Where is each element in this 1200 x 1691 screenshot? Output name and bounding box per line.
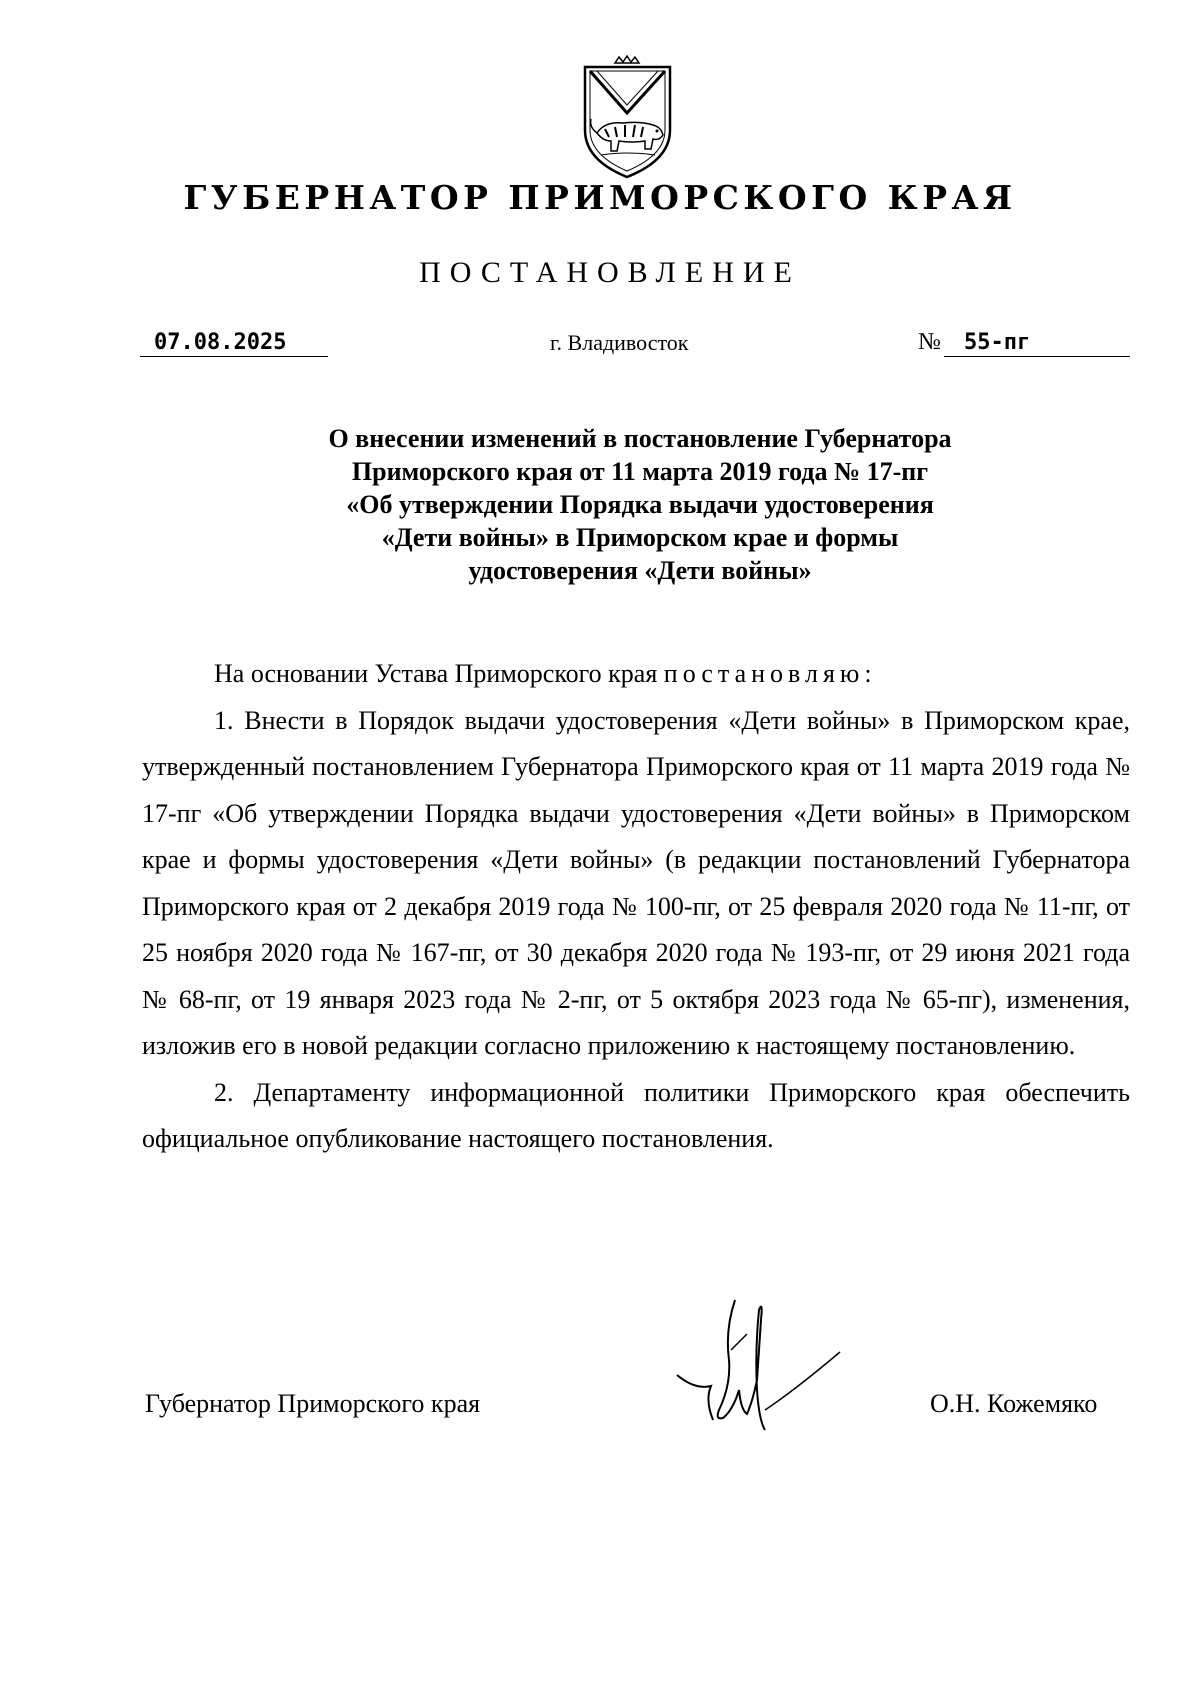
document-number-label: № (918, 329, 941, 355)
document-heading (150, 422, 1130, 587)
coat-of-arms-emblem (575, 55, 680, 180)
signatory-name: О.Н. Кожемяко (930, 1389, 1098, 1418)
heading-line: «Дети войны» в Приморском крае и формы (381, 523, 899, 552)
preamble-text: На основании Устава Приморского края (214, 659, 658, 688)
document-type: ПОСТАНОВЛЕНИЕ (419, 256, 801, 289)
body-paragraph-1: 1. Внести в Порядок выдачи удостоверения «Дети войны» в Приморском крае, утвержденный постановлением Губернатора Приморского края от 11 марта 2019 года № 17-пг «Об утверждении Порядка выдачи удостоверения «Дети войны» в Приморском крае и формы удостоверения «Дети войны» (в редакции постановлений Губернатора Приморского края от 2 декабря 2019 года № 100-пг, от 25 февраля 2020 года № 11-пг, от 25 ноября 2020 года № 167-пг, от 30 декабря 2020 года № 193-пг, от 29 июня 2021 года № 68-пг, от 19 января 2023 года № 2-пг, от 5 октября 2023 года № 65-пг), изменения, изложив его в новой редакции согласно приложению к настоящему постановлению. (142, 705, 1130, 1060)
preamble-decree-word: постановляю (663, 659, 865, 688)
body-paragraph-2: 2. Департаменту информационной политики Приморского края обеспечить официальное опубликование настоящего постановления. (142, 1077, 1130, 1153)
heading-line: удостоверения «Дети войны» (468, 556, 812, 585)
document-number: 55-пг (944, 330, 1130, 357)
authority-title: ГУБЕРНАТОР ПРИМОРСКОГО КРАЯ (183, 178, 1017, 217)
preamble-paragraph (142, 651, 1130, 698)
document-body (142, 651, 1130, 1163)
heading-line: «Об утверждении Порядка выдачи удостоверения (346, 490, 934, 519)
heading-line: О внесении изменений в постановление Губернатора (328, 424, 952, 453)
heading-line: Приморского края от 11 марта 2019 года № 17-пг (351, 457, 929, 486)
document-city: г. Владивосток (550, 330, 689, 355)
preamble-colon: : (864, 659, 872, 688)
document-date: 07.08.2025 (140, 330, 328, 357)
signatory-position: Губернатор Приморского края (145, 1389, 481, 1418)
handwritten-signature (675, 1290, 845, 1445)
